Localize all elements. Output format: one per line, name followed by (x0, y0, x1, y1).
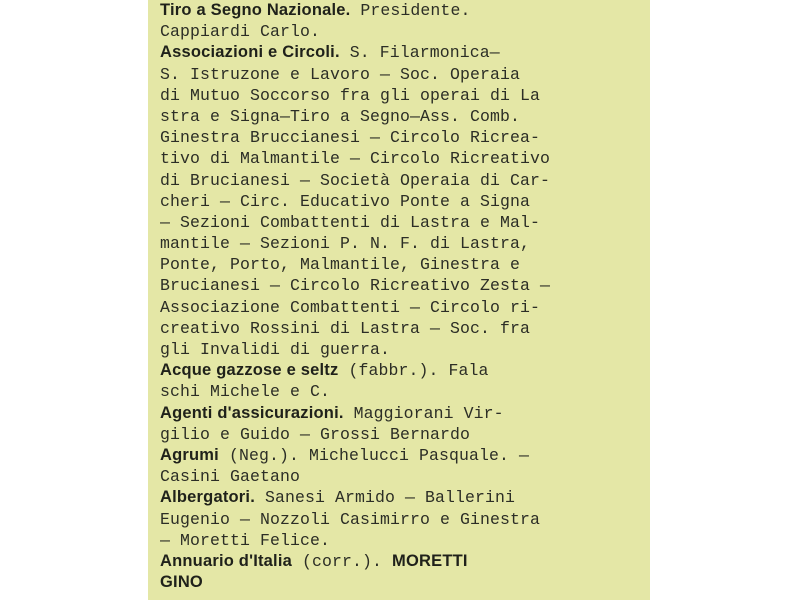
entry-text: Cappiardi Carlo. (160, 22, 321, 42)
entry-heading: Acque gazzose e seltz (160, 361, 339, 380)
entry-heading: Agenti d'assicurazioni. (160, 403, 344, 422)
entry-text: gilio e Guido — Grossi Bernardo (160, 424, 471, 444)
entry-heading: Albergatori. (160, 488, 255, 507)
entry-text: (fabbr.). Fala (338, 361, 489, 381)
entry-text: Ginestra Bruccianesi — Circolo Ricrea- (160, 128, 541, 148)
entry-heading: Annuario d'Italia (160, 551, 293, 570)
text-line (160, 106, 638, 127)
text-line (160, 64, 638, 85)
text-line (160, 42, 638, 63)
entry-heading: Agrumi (160, 445, 219, 464)
entry-text: Casini Gaetano (160, 467, 301, 487)
text-line (160, 191, 638, 212)
text-line (160, 487, 638, 508)
entry-text: gli Invalidi di guerra. (160, 340, 391, 359)
entry-text: (Neg.). Michelucci Pasquale. — (218, 445, 530, 465)
text-line (160, 424, 638, 445)
entry-name-bold: GINO (160, 573, 203, 592)
entry-text: Sanesi Armido — Ballerini (255, 488, 516, 508)
text-line (160, 170, 638, 191)
text-line (160, 0, 638, 21)
directory-text (160, 0, 638, 593)
text-line (160, 148, 638, 169)
text-line (160, 381, 638, 402)
entry-text: Brucianesi — Circolo Ricreativo Zesta — (160, 276, 551, 296)
entry-text: creativo Rossini di Lastra — Soc. fra (160, 318, 531, 338)
scanned-page (148, 0, 650, 600)
text-line (160, 254, 638, 275)
text-line (160, 212, 638, 233)
entry-text: di Mutuo Soccorso fra gli operai di La (160, 85, 541, 105)
text-line (160, 530, 638, 551)
entry-text: di Brucianesi — Società Operaia di Car- (160, 170, 551, 190)
entry-name-bold: MORETTI (392, 551, 468, 570)
text-line (160, 21, 638, 42)
text-line (160, 127, 638, 148)
entry-heading: Associazioni e Circoli. (160, 43, 340, 62)
text-line (160, 233, 638, 254)
entry-text: Ponte, Porto, Malmantile, Ginestra e (160, 255, 521, 275)
text-line (160, 275, 638, 296)
entry-text: — Moretti Felice. (160, 530, 331, 550)
entry-text: S. Istruzone e Lavoro — Soc. Operaia (160, 64, 521, 84)
text-line (160, 297, 638, 318)
text-line (160, 509, 638, 530)
text-line (160, 85, 638, 106)
entry-text: Associazione Combattenti — Circolo ri- (160, 297, 541, 317)
text-line (160, 318, 638, 339)
entry-text: cheri — Circ. Educativo Ponte a Signa (160, 191, 531, 211)
text-line (160, 360, 638, 381)
text-line (160, 551, 638, 572)
entry-heading: Tiro a Segno Nazionale. (160, 1, 351, 19)
entry-text: — Sezioni Combattenti di Lastra e Mal- (160, 212, 541, 232)
text-line (160, 572, 638, 593)
entry-text: (corr.). (292, 551, 393, 571)
entry-text: stra e Signa—Tiro a Segno—Ass. Comb. (160, 106, 521, 126)
text-line (160, 445, 638, 466)
text-line (160, 339, 638, 360)
text-line (160, 466, 638, 487)
entry-text: Presidente. (350, 1, 471, 20)
entry-text: Maggiorani Vir- (343, 403, 504, 423)
entry-text: schi Michele e C. (160, 382, 331, 402)
entry-text: S. Filarmonica— (339, 43, 500, 63)
entry-text: Eugenio — Nozzoli Casimirro e Ginestra (160, 509, 541, 529)
entry-text: tivo di Malmantile — Circolo Ricreativo (160, 149, 551, 169)
entry-text: mantile — Sezioni P. N. F. di Lastra, (160, 234, 531, 254)
text-line (160, 403, 638, 424)
